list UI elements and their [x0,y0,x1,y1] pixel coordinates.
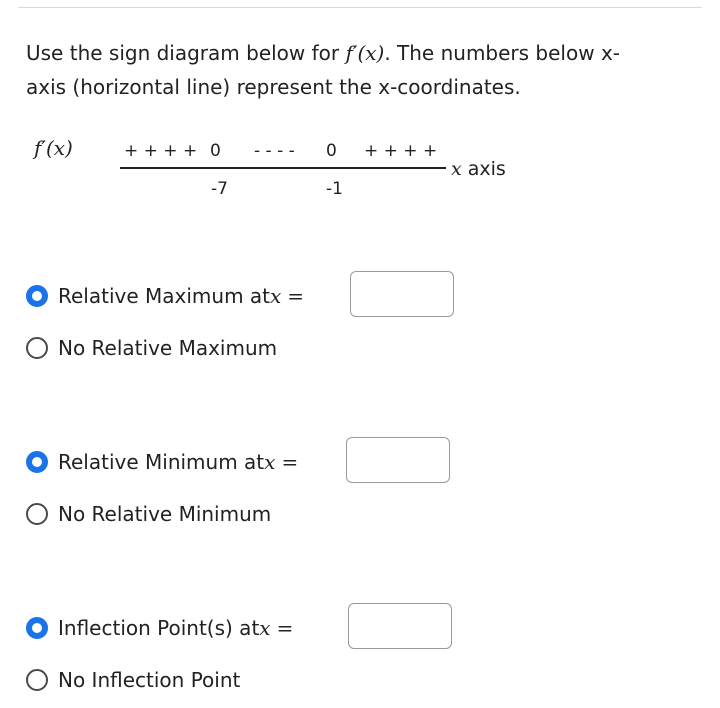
option-label-rel-min: Relative Minimum at [58,450,265,474]
option-math-x: x [264,450,276,474]
option-equals: = [287,284,305,308]
option-label-inflection: Inflection Point(s) at [58,616,260,640]
option-equals: = [276,616,294,640]
sign-diagram-axis-line [120,167,446,169]
prompt-function: f′(x) [345,41,385,65]
radio-selected-icon[interactable] [26,617,48,639]
radio-no-relative-maximum[interactable] [26,333,277,363]
option-math-x: x [270,284,282,308]
option-label-no-rel-max: No Relative Maximum [58,336,278,360]
radio-unselected-icon[interactable] [26,503,48,525]
rel-min-answer-input[interactable] [346,437,450,483]
option-label-no-rel-min: No Relative Minimum [58,502,272,526]
option-math-x: x [259,616,271,640]
radio-no-inflection-point[interactable] [26,665,240,695]
prompt-text-2: . The numbers below x- [384,41,620,65]
prompt-text-3: axis (horizontal line) represent the x-coordinates. [26,75,521,99]
radio-selected-icon[interactable] [26,451,48,473]
sign-diagram-axis-label: x axis [451,158,506,180]
sign-right-plus: + + + + [364,141,438,161]
option-equals: = [281,450,299,474]
sign-zero-1: 0 [210,141,221,161]
sign-diagram-function-label: f′(x) [34,136,73,160]
sign-diagram [0,0,720,220]
option-label-no-inflection: No Inflection Point [58,668,241,692]
critical-point-label-1: -7 [211,179,228,199]
radio-inflection-points-at[interactable] [26,613,297,643]
sign-middle-minus: - - - - [254,141,295,161]
prompt-text-1: Use the sign diagram below for [26,41,346,65]
radio-unselected-icon[interactable] [26,669,48,691]
radio-relative-minimum-at[interactable] [26,447,302,477]
option-label-rel-max: Relative Maximum at [58,284,271,308]
rel-max-answer-input[interactable] [350,271,454,317]
radio-selected-icon[interactable] [26,285,48,307]
sign-zero-2: 0 [326,141,337,161]
radio-relative-maximum-at[interactable] [26,281,308,311]
sign-left-plus: + + + + [124,141,198,161]
radio-no-relative-minimum[interactable] [26,499,271,529]
radio-unselected-icon[interactable] [26,337,48,359]
critical-point-label-2: -1 [326,179,343,199]
inflection-answer-input[interactable] [348,603,452,649]
